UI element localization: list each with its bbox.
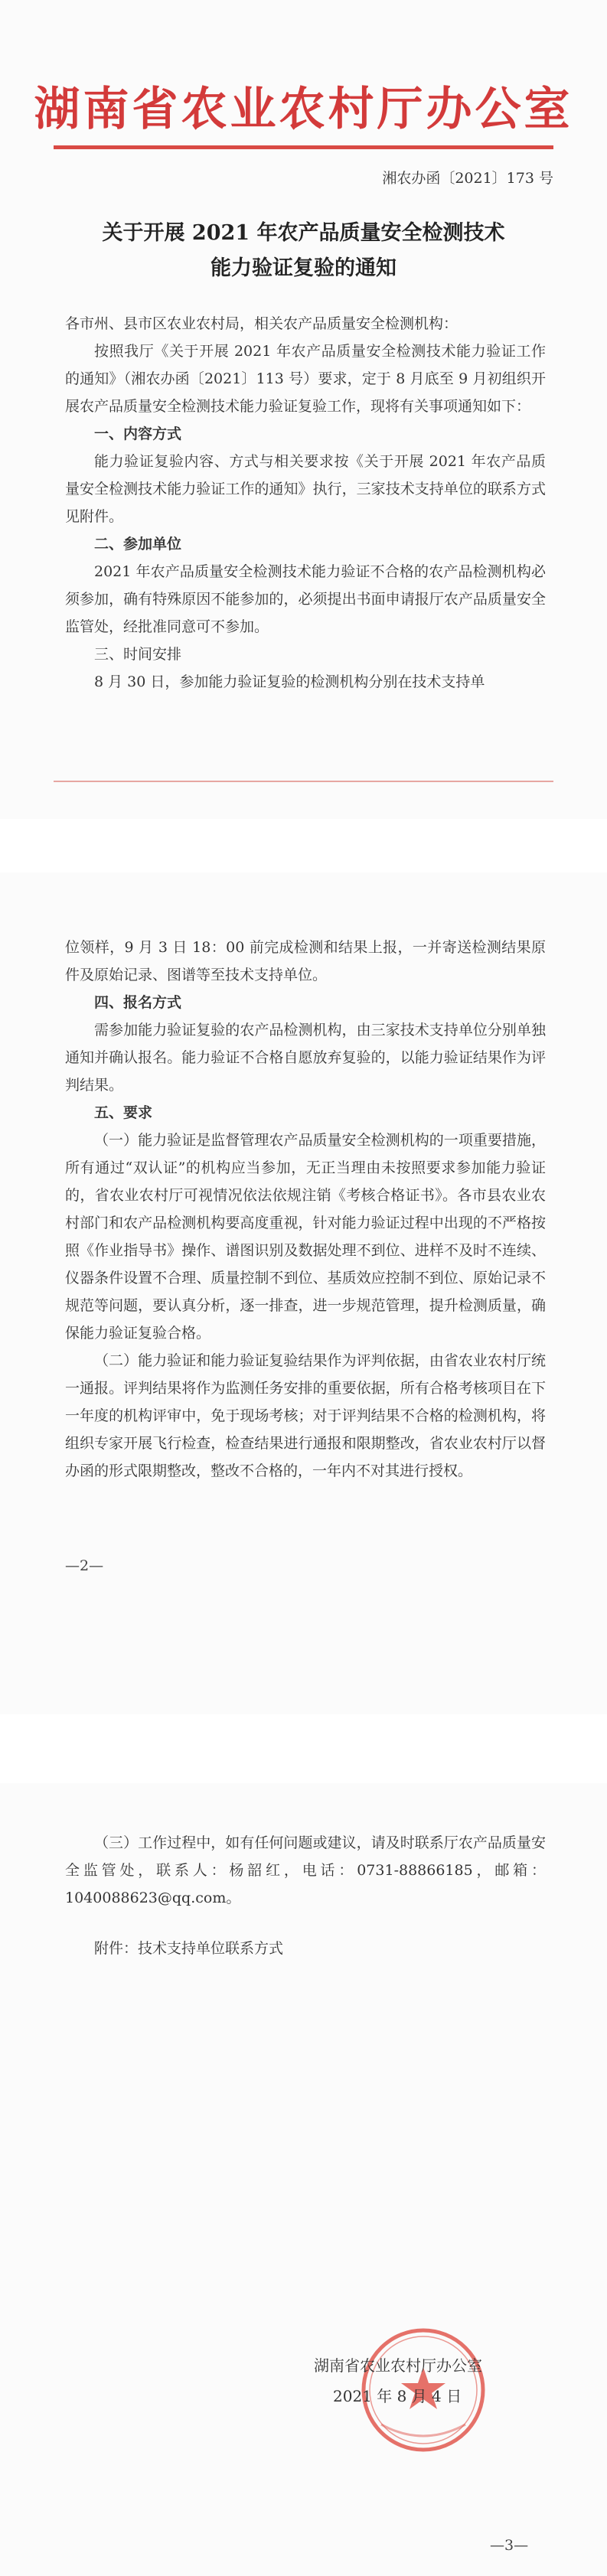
section-heading-participants: 二、参加单位 — [94, 536, 182, 553]
section-schedule-continued: 位领样，9 月 3 日 18：00 前完成检测和结果上报，一并寄送检测结果原件及原始记录、图谱等至技术支持单位。 — [65, 939, 546, 983]
section-heading-registration: 四、报名方式 — [94, 994, 182, 1011]
intro-paragraph: 按照我厅《关于开展 2021 年农产品质量安全检测技术能力验证工作的通知》（湘农办函〔2021〕113 号）要求，定于 8 月底至 9 月初组织开展农产品质量安全检测技术能力验证复验工作，现将有关事项通知如下： — [65, 343, 546, 415]
document-page-3 — [0, 1783, 607, 2576]
requirement-3-paragraph: （三）工作过程中，如有任何问题或建议，请及时联系厅农产品质量安全监管处，联系人：杨韶红，电话：0731-88866185，邮箱：1040088623@qq.com。 — [65, 1834, 546, 1906]
section-participants-paragraph: 2021 年农产品质量安全检测技术能力验证不合格的农产品检测机构必须参加，确有特殊原因不能参加的，必须提出书面申请报厅农产品质量安全监管处，经批准同意可不参加。 — [65, 563, 546, 635]
section-heading-schedule: 三、时间安排 — [94, 646, 182, 663]
document-title-line-1: 关于开展 2021 年农产品质量安全检测技术 — [102, 221, 505, 245]
page-number-2: —2— — [65, 1557, 104, 1574]
org-header-title: 湖南省农业农村厅办公室 — [34, 83, 573, 136]
document-page-1 — [0, 0, 607, 819]
requirement-2-paragraph: （二）能力验证和能力验证复验结果作为评判依据，由省农业农村厅统一通报。评判结果将作为监测任务安排的重要依据，所有合格考核项目在下一年度的机构评审中，免于现场考核；对于评判结果不合格的检测机构，将组织专家开展飞行检查，检查结果进行通报和限期整改，省农业农村厅以督办函的形式限期整改，整改不合格的，一年内不对其进行授权。 — [65, 1352, 546, 1479]
attachment-line: 附件：技术支持单位联系方式 — [94, 1940, 284, 1957]
salutation: 各市州、县市区农业农村局，相关农产品质量安全检测机构： — [65, 315, 459, 332]
section-registration-paragraph: 需参加能力验证复验的农产品检测机构，由三家技术支持单位分别单独通知并确认报名。能力验证不合格自愿放弃复验的，以能力验证结果作为评判结果。 — [65, 1022, 546, 1094]
signature-organization: 湖南省农业农村厅办公室 — [314, 2356, 482, 2375]
page-1-bottom-rule — [54, 781, 553, 782]
header-red-rule — [54, 145, 553, 149]
document-number: 湘农办函〔2021〕173 号 — [382, 170, 553, 187]
document-title-line-2: 能力验证复验的通知 — [210, 256, 397, 280]
requirement-1-paragraph: （一）能力验证是监督管理农产品质量安全检测机构的一项重要措施，所有通过“双认证”的机构应当参加，无正当理由未按照要求参加能力验证的，省农业农村厅可视情况依法依规注销《考核合格证书》。各市县农业农村部门和农产品检测机构要高度重视，针对能力验证过程中出现的不严格按照《作业指导书》操作、谱图识别及数据处理不到位、进样不及时不连续、仪器条件设置不合理、质量控制不到位、基质效应控制不到位、原始记录不规范等问题，要认真分析，逐一排查，进一步规范管理，提升检测质量，确保能力验证复验合格。 — [65, 1132, 546, 1342]
page-3-body — [65, 1829, 546, 1962]
page-2-body — [65, 934, 546, 1485]
section-heading-requirements: 五、要求 — [94, 1104, 153, 1121]
section-schedule-paragraph: 8 月 30 日，参加能力验证复验的检测机构分别在技术支持单 — [94, 673, 485, 690]
section-content-paragraph: 能力验证复验内容、方式与相关要求按《关于开展 2021 年农产品质量安全检测技术能力验证工作的通知》执行，三家技术支持单位的联系方式见附件。 — [65, 453, 546, 525]
signature-date: 2021 年 8 月 4 日 — [333, 2387, 462, 2405]
page-1-body — [65, 310, 546, 696]
page-number-3: —3— — [490, 2537, 529, 2554]
document-title — [0, 216, 607, 286]
document-page-2 — [0, 872, 607, 1714]
section-heading-content: 一、内容方式 — [94, 426, 182, 442]
